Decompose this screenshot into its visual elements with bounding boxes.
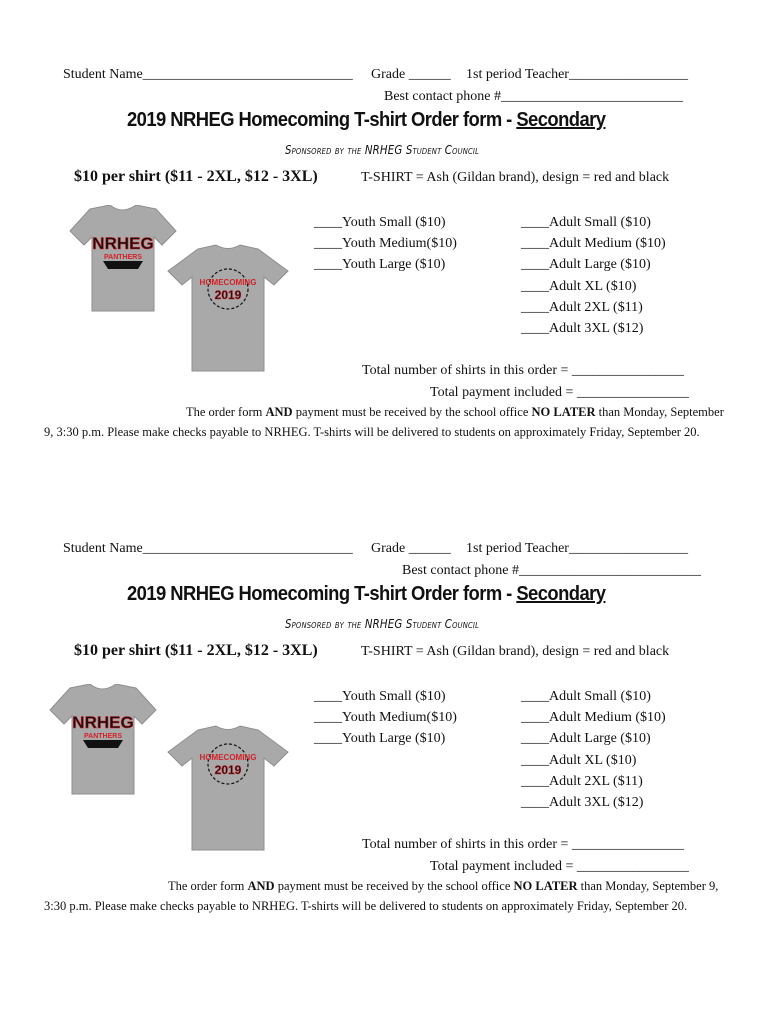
notice-text-a: The order form [168,879,248,893]
back-print-line2: 2019 [214,288,242,302]
adult-size-list [521,212,666,339]
adult-size-list [521,686,666,813]
order-notice [44,876,734,916]
adult-small-option[interactable]: ____Adult Small ($10) [521,215,651,230]
shirt-description: T-SHIRT = Ash (Gildan brand), design = red and black [361,170,670,185]
order-notice [44,402,734,442]
adult-medium-option[interactable]: ____Adult Medium ($10) [521,236,666,252]
grade-field[interactable]: Grade ______ [371,67,451,82]
notice-text-and: AND [247,879,275,893]
notice-text-nolater: NO LATER [513,879,578,893]
adult-2xl-option[interactable]: ____Adult 2XL ($11) [521,299,643,315]
youth-small-option[interactable]: ____Youth Small ($10) [314,215,446,230]
adult-large-option[interactable]: ____Adult Large ($10) [521,257,651,273]
phone-field[interactable]: Best contact phone #__________________________ [402,563,702,578]
back-print-line1: HOMECOMING [199,753,257,762]
total-payment-field[interactable]: Total payment included = ________________ [430,385,689,400]
youth-size-list [314,686,457,750]
price-line: $10 per shirt ($11 - 2XL, $12 - 3XL) [74,642,318,659]
youth-medium-option[interactable]: ____Youth Medium($10) [314,710,457,726]
adult-3xl-option[interactable]: ____Adult 3XL ($12) [521,321,644,337]
title-main: 2019 NRHEG Homecoming T-shirt Order form - [127,109,512,131]
form-title [127,583,605,606]
adult-xl-option[interactable]: ____Adult XL ($10) [521,752,637,768]
adult-2xl-option[interactable]: ____Adult 2XL ($11) [521,773,643,789]
order-form-1 [0,0,770,470]
adult-large-option[interactable]: ____Adult Large ($10) [521,731,651,747]
notice-text-and: AND [265,405,293,419]
student-name-field[interactable]: Student Name______________________________ [63,67,353,82]
order-form-2 [0,474,770,944]
notice-text-c: payment must be received by the school office [274,879,514,893]
tshirt-front-icon [50,684,156,794]
adult-small-option[interactable]: ____Adult Small ($10) [521,689,651,704]
back-print-line1: HOMECOMING [199,278,257,287]
notice-text-nolater: NO LATER [531,405,596,419]
phone-field[interactable]: Best contact phone #__________________________ [384,89,684,104]
notice-text-e: than Monday, September 9, 3:30 p.m. Please make checks payable to NRHEG. T-shirts will be delivered to students on approximately Friday, September 20. [44,879,719,913]
teacher-field[interactable]: 1st period Teacher_________________ [466,541,688,556]
youth-small-option[interactable]: ____Youth Small ($10) [314,689,446,704]
front-print-top: NRHEG [92,234,154,253]
tshirt-back-icon [168,726,288,850]
teacher-field[interactable]: 1st period Teacher_________________ [466,67,688,82]
tshirt-back-icon [168,245,288,371]
adult-medium-option[interactable]: ____Adult Medium ($10) [521,710,666,726]
sponsor-line: Sponsored by the NRHEG Student Council [285,143,480,157]
notice-text-e: than Monday, September 9, 3:30 p.m. Please make checks payable to NRHEG. T-shirts will be delivered to students on approximately Friday, September 20. [44,405,724,439]
tshirt-front-icon [70,205,176,311]
form-title [127,109,605,132]
title-main: 2019 NRHEG Homecoming T-shirt Order form - [127,583,512,605]
price-line: $10 per shirt ($11 - 2XL, $12 - 3XL) [74,168,318,185]
back-print-line2: 2019 [214,763,242,777]
title-highlight: Secondary [516,109,606,131]
total-shirts-field[interactable]: Total number of shirts in this order = ________________ [362,363,684,378]
shirt-images [58,205,292,377]
front-print-sub: PANTHERS [104,254,142,261]
total-payment-field[interactable]: Total payment included = ________________ [430,859,689,874]
notice-text-c: payment must be received by the school office [292,405,532,419]
title-highlight: Secondary [516,583,606,605]
youth-large-option[interactable]: ____Youth Large ($10) [314,257,446,273]
adult-xl-option[interactable]: ____Adult XL ($10) [521,278,637,294]
youth-medium-option[interactable]: ____Youth Medium($10) [314,236,457,252]
youth-size-list [314,212,457,276]
grade-field[interactable]: Grade ______ [371,541,451,556]
shirt-description: T-SHIRT = Ash (Gildan brand), design = red and black [361,644,670,659]
sponsor-line: Sponsored by the NRHEG Student Council [285,617,480,631]
student-name-field[interactable]: Student Name______________________________ [63,541,353,556]
adult-3xl-option[interactable]: ____Adult 3XL ($12) [521,795,644,811]
notice-text-a: The order form [186,405,266,419]
front-print-top: NRHEG [72,713,134,732]
shirt-images [40,684,292,856]
youth-large-option[interactable]: ____Youth Large ($10) [314,731,446,747]
front-print-sub: PANTHERS [84,733,122,740]
total-shirts-field[interactable]: Total number of shirts in this order = ________________ [362,837,684,852]
